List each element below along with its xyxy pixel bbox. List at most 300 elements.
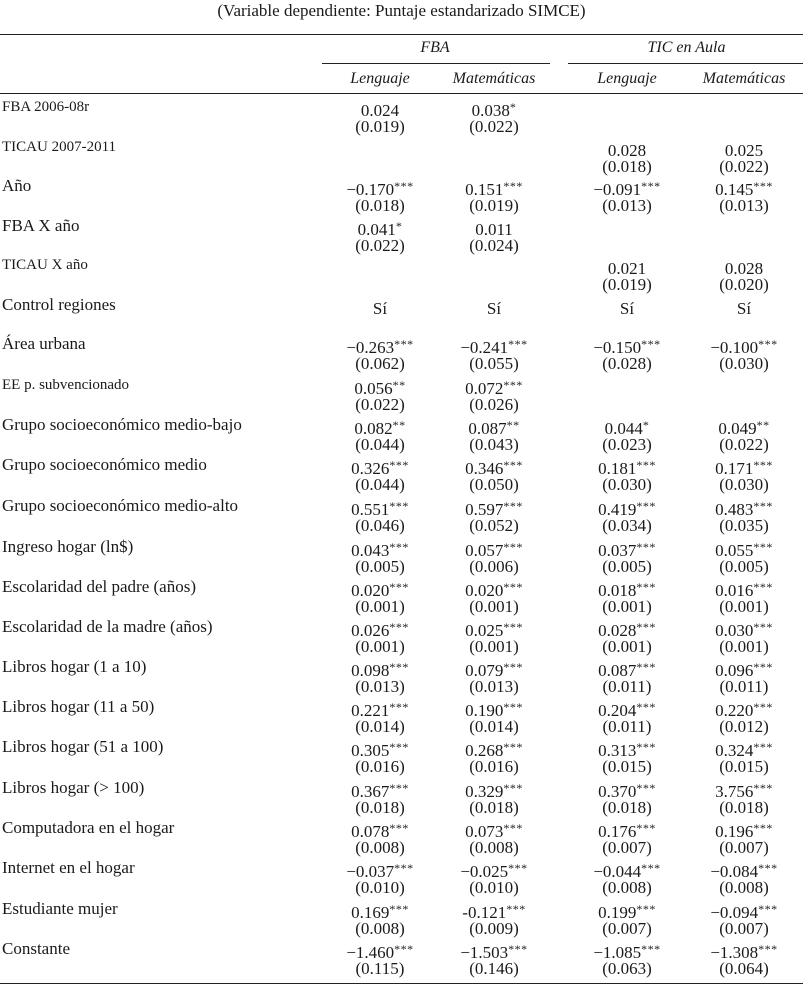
row-label: Año [2, 176, 32, 195]
coefficient-line [439, 375, 549, 398]
table-cell [689, 496, 799, 536]
table-cell [325, 334, 435, 374]
standard-error: (0.055) [469, 354, 519, 373]
coefficient-line [439, 818, 549, 841]
standard-error: (0.064) [719, 959, 769, 978]
standard-error [572, 395, 682, 415]
table-cell [572, 137, 682, 177]
table-cell [572, 537, 682, 577]
table-row [0, 455, 803, 495]
table-cell [439, 255, 549, 295]
table-cell [439, 176, 549, 216]
table-cell [689, 939, 799, 979]
coefficient-line [325, 216, 435, 239]
significance-stars: *** [636, 821, 656, 835]
standard-error: (0.008) [355, 919, 405, 938]
table-cell [689, 137, 799, 177]
table-cell [439, 334, 549, 374]
row-label: Estudiante mujer [2, 899, 118, 918]
standard-error [439, 275, 549, 295]
significance-stars: *** [636, 781, 656, 795]
coefficient-line [572, 496, 682, 519]
coefficient-line [689, 818, 799, 841]
coefficient-value: 0.030 [715, 621, 754, 640]
standard-error: (0.015) [602, 757, 652, 776]
standard-error [689, 117, 799, 137]
coefficient-value: −0.091 [593, 180, 642, 199]
coefficient-line [689, 415, 799, 438]
coefficient-value: −0.044 [593, 862, 642, 881]
column-header-fba-lenguaje: Lenguaje [350, 70, 410, 87]
coefficient-line [572, 899, 682, 922]
coefficient-line [689, 577, 799, 600]
table-cell [689, 818, 799, 858]
significance-stars: *** [389, 902, 409, 916]
coefficient-line [689, 137, 799, 160]
significance-stars: *** [389, 821, 409, 835]
row-label: Libros hogar (11 a 50) [2, 697, 155, 716]
coefficient-value: 0.346 [465, 459, 504, 478]
table-cell [325, 737, 435, 777]
table-cell [689, 176, 799, 216]
significance-stars: *** [394, 942, 414, 956]
coefficient-line [325, 537, 435, 560]
significance-stars: *** [641, 861, 661, 875]
column-header-tic-lenguaje: Lenguaje [597, 70, 657, 87]
significance-stars: *** [758, 942, 778, 956]
significance-stars: *** [753, 458, 773, 472]
coefficient-value: Sí [372, 299, 388, 318]
table-cell [325, 939, 435, 979]
table-cell [572, 97, 682, 137]
table-row [0, 415, 803, 455]
coefficient-value: 0.016 [715, 581, 754, 600]
standard-error: (0.026) [469, 395, 519, 414]
significance-stars: *** [753, 700, 773, 714]
significance-stars: *** [636, 700, 656, 714]
coefficient-line [689, 334, 799, 357]
coefficient-value: Sí [619, 299, 635, 318]
coefficient-value: 0.028 [724, 259, 764, 278]
table-cell [689, 617, 799, 657]
standard-error: (0.016) [355, 757, 405, 776]
standard-error: (0.022) [719, 435, 769, 454]
table-cell [689, 295, 799, 335]
standard-error: (0.001) [355, 637, 405, 656]
row-label: Computadora en el hogar [2, 818, 175, 837]
standard-error: (0.001) [719, 597, 769, 616]
row-label: EE p. subvencionado [2, 377, 130, 393]
row-label: Escolaridad de la madre (años) [2, 617, 213, 636]
table-row [0, 778, 803, 818]
standard-error: (0.011) [602, 677, 652, 696]
coefficient-value: −1.085 [593, 943, 642, 962]
row-label: FBA 2006-08r [2, 99, 90, 115]
standard-error: (0.050) [469, 475, 519, 494]
coefficient-value: 0.483 [715, 500, 754, 519]
table-cell [572, 455, 682, 495]
standard-error: (0.022) [719, 157, 769, 176]
significance-stars: *** [641, 942, 661, 956]
coefficient-line [572, 697, 682, 720]
standard-error: (0.030) [719, 475, 769, 494]
table-cell [439, 375, 549, 415]
coefficient-line [572, 295, 682, 318]
significance-stars: ** [392, 418, 406, 432]
coefficient-line [325, 697, 435, 720]
coefficient-value: −0.263 [346, 338, 395, 357]
table-cell [325, 176, 435, 216]
coefficient-value: −0.094 [710, 903, 759, 922]
standard-error: (0.043) [469, 435, 519, 454]
coefficient-value: 0.176 [598, 822, 637, 841]
table-cell [439, 939, 549, 979]
coefficient-line [689, 737, 799, 760]
row-label: Internet en el hogar [2, 858, 135, 877]
coefficient-line [572, 137, 682, 160]
fba-group-rule [322, 63, 550, 64]
coefficient-line [439, 899, 549, 922]
table-cell [325, 899, 435, 939]
coefficient-line [572, 97, 682, 117]
table-cell [572, 415, 682, 455]
standard-error: (0.013) [469, 677, 519, 696]
table-cell [325, 455, 435, 495]
coefficient-value: 0.028 [607, 141, 647, 160]
significance-stars: *** [636, 740, 656, 754]
table-cell [689, 415, 799, 455]
coefficient-value: 0.305 [351, 741, 390, 760]
table-caption: (Variable dependiente: Puntaje estandarizado SIMCE) [217, 1, 586, 20]
coefficient-line [572, 334, 682, 357]
significance-stars: *** [636, 540, 656, 554]
coefficient-value: 0.020 [351, 581, 390, 600]
table-cell [689, 858, 799, 898]
coefficient-line [439, 295, 549, 318]
coefficient-value: 0.221 [351, 701, 390, 720]
coefficient-value: 0.370 [598, 782, 637, 801]
standard-error [689, 315, 799, 335]
significance-stars: *** [753, 740, 773, 754]
standard-error [572, 236, 682, 256]
standard-error: (0.014) [355, 717, 405, 736]
standard-error: (0.008) [469, 838, 519, 857]
coefficient-line [325, 496, 435, 519]
significance-stars: *** [389, 781, 409, 795]
table-row [0, 617, 803, 657]
significance-stars: *** [389, 660, 409, 674]
coefficient-value: 0.044 [604, 419, 643, 438]
standard-error: (0.007) [719, 838, 769, 857]
coefficient-line [325, 939, 435, 962]
coefficient-line [689, 176, 799, 199]
significance-stars: *** [503, 179, 523, 193]
significance-stars: *** [508, 942, 528, 956]
standard-error: (0.022) [355, 395, 405, 414]
coefficient-line [439, 657, 549, 680]
table-cell [325, 375, 435, 415]
table-cell [439, 97, 549, 137]
table-row [0, 176, 803, 216]
coefficient-value: 0.190 [465, 701, 504, 720]
table-cell [439, 537, 549, 577]
coefficient-line [439, 617, 549, 640]
coefficient-value: Sí [486, 299, 502, 318]
coefficient-value: 0.041 [357, 220, 396, 239]
table-cell [689, 778, 799, 818]
significance-stars: *** [636, 499, 656, 513]
coefficient-value: 0.078 [351, 822, 390, 841]
table-cell [325, 255, 435, 295]
coefficient-value: −1.308 [710, 943, 759, 962]
table-row [0, 334, 803, 374]
significance-stars: *** [508, 337, 528, 351]
table-cell [572, 939, 682, 979]
table-cell [572, 818, 682, 858]
significance-stars: *** [753, 821, 773, 835]
coefficient-value: 0.038 [471, 101, 510, 120]
table-cell [439, 137, 549, 177]
table-cell [689, 657, 799, 697]
header-rule [0, 93, 803, 94]
coefficient-line [439, 778, 549, 801]
coefficient-line [325, 375, 435, 398]
row-label: Área urbana [2, 334, 86, 353]
table-cell [689, 697, 799, 737]
table-cell [689, 255, 799, 295]
standard-error: (0.016) [469, 757, 519, 776]
coefficient-value: 0.551 [351, 500, 390, 519]
standard-error: (0.006) [469, 557, 519, 576]
standard-error: (0.034) [602, 516, 652, 535]
standard-error: (0.005) [719, 557, 769, 576]
coefficient-value: 0.056 [354, 379, 393, 398]
coefficient-value: 0.025 [465, 621, 504, 640]
bottom-rule [0, 983, 803, 984]
table-cell [325, 216, 435, 256]
table-cell [689, 737, 799, 777]
table-cell [439, 778, 549, 818]
coefficient-value: 0.313 [598, 741, 637, 760]
table-cell [689, 455, 799, 495]
standard-error [325, 315, 435, 335]
coefficient-value: 0.057 [465, 541, 504, 560]
column-header-tic-matematicas: Matemáticas [702, 70, 786, 87]
table-cell [439, 617, 549, 657]
coefficient-value: 0.597 [465, 500, 504, 519]
significance-stars: *** [389, 540, 409, 554]
coefficient-line [325, 334, 435, 357]
standard-error: (0.013) [355, 677, 405, 696]
table-cell [689, 577, 799, 617]
coefficient-line [439, 176, 549, 199]
standard-error: (0.007) [602, 838, 652, 857]
standard-error: (0.052) [469, 516, 519, 535]
coefficient-value: -0.121 [462, 903, 507, 922]
significance-stars: *** [753, 499, 773, 513]
coefficient-value: 0.055 [715, 541, 754, 560]
significance-stars: * [509, 100, 517, 114]
row-label: Constante [2, 939, 70, 958]
coefficient-line [325, 577, 435, 600]
table-row [0, 697, 803, 737]
row-label: Libros hogar (51 a 100) [2, 737, 164, 756]
significance-stars: *** [636, 580, 656, 594]
significance-stars: * [395, 219, 403, 233]
significance-stars: *** [636, 902, 656, 916]
table-cell [572, 899, 682, 939]
coefficient-line [325, 778, 435, 801]
coefficient-value: 0.018 [598, 581, 637, 600]
standard-error: (0.022) [469, 117, 519, 136]
coefficient-value: 0.025 [724, 141, 764, 160]
coefficient-value: 0.098 [351, 661, 390, 680]
standard-error: (0.044) [355, 475, 405, 494]
table-cell [572, 334, 682, 374]
coefficient-line [689, 375, 799, 395]
standard-error: (0.008) [355, 838, 405, 857]
coefficient-line [689, 97, 799, 117]
standard-error [572, 117, 682, 137]
coefficient-value: −0.241 [460, 338, 509, 357]
significance-stars: *** [506, 902, 526, 916]
coefficient-line [325, 858, 435, 881]
coefficient-line [439, 334, 549, 357]
significance-stars: *** [503, 540, 523, 554]
standard-error: (0.012) [719, 717, 769, 736]
coefficient-line [572, 415, 682, 438]
coefficient-line [439, 577, 549, 600]
standard-error: (0.010) [469, 878, 519, 897]
table-cell [439, 657, 549, 697]
significance-stars: * [642, 418, 650, 432]
coefficient-line [689, 295, 799, 318]
significance-stars: *** [503, 821, 523, 835]
coefficient-line [325, 455, 435, 478]
table-cell [439, 697, 549, 737]
standard-error: (0.063) [602, 959, 652, 978]
coefficient-value: −0.025 [460, 862, 509, 881]
coefficient-line [689, 899, 799, 922]
standard-error: (0.146) [469, 959, 519, 978]
standard-error: (0.001) [719, 637, 769, 656]
significance-stars: *** [389, 700, 409, 714]
standard-error: (0.062) [355, 354, 405, 373]
coefficient-line [689, 657, 799, 680]
coefficient-value: 0.199 [598, 903, 637, 922]
coefficient-line [572, 176, 682, 199]
significance-stars: *** [389, 740, 409, 754]
table-cell [439, 858, 549, 898]
table-row [0, 137, 803, 177]
standard-error: (0.023) [602, 435, 652, 454]
coefficient-line [325, 899, 435, 922]
significance-stars: *** [758, 861, 778, 875]
standard-error: (0.001) [602, 597, 652, 616]
coefficient-value: −0.170 [346, 180, 395, 199]
significance-stars: *** [503, 781, 523, 795]
coefficient-value: 0.329 [465, 782, 504, 801]
coefficient-line [689, 778, 799, 801]
row-label: Grupo socioeconómico medio-bajo [2, 415, 242, 434]
row-label: Libros hogar (> 100) [2, 778, 145, 797]
significance-stars: *** [758, 902, 778, 916]
coefficient-line [439, 415, 549, 438]
coefficient-value: 0.079 [465, 661, 504, 680]
coefficient-value: 0.028 [598, 621, 637, 640]
coefficient-line [439, 858, 549, 881]
coefficient-value: 0.087 [598, 661, 637, 680]
standard-error: (0.018) [469, 798, 519, 817]
standard-error [689, 395, 799, 415]
table-row [0, 255, 803, 295]
table-cell [572, 176, 682, 216]
significance-stars: *** [394, 337, 414, 351]
table-row [0, 858, 803, 898]
standard-error: (0.007) [602, 919, 652, 938]
significance-stars: ** [392, 378, 406, 392]
coefficient-line [572, 858, 682, 881]
coefficient-value: −0.100 [710, 338, 759, 357]
significance-stars: *** [641, 179, 661, 193]
significance-stars: *** [753, 179, 773, 193]
row-label: Libros hogar (1 a 10) [2, 657, 147, 676]
coefficient-line [689, 216, 799, 236]
standard-error [325, 157, 435, 177]
standard-error: (0.001) [469, 637, 519, 656]
coefficient-line [439, 939, 549, 962]
coefficient-value: 0.268 [465, 741, 504, 760]
tic-group-rule [568, 63, 803, 64]
coefficient-value: 0.367 [351, 782, 390, 801]
standard-error: (0.046) [355, 516, 405, 535]
coefficient-line [572, 939, 682, 962]
coefficient-line [572, 455, 682, 478]
coefficient-line [439, 255, 549, 275]
coefficient-value: 0.171 [715, 459, 754, 478]
table-row [0, 216, 803, 256]
significance-stars: ** [756, 418, 770, 432]
coefficient-value: 0.026 [351, 621, 390, 640]
coefficient-value: 0.020 [465, 581, 504, 600]
table-cell [325, 295, 435, 335]
table-cell [689, 899, 799, 939]
coefficient-line [572, 375, 682, 395]
significance-stars: *** [508, 861, 528, 875]
table-cell [689, 216, 799, 256]
table-cell [572, 496, 682, 536]
row-label: TICAU 2007-2011 [2, 139, 117, 155]
table-cell [572, 577, 682, 617]
coefficient-line [325, 737, 435, 760]
coefficient-value: 0.021 [607, 259, 647, 278]
significance-stars: *** [636, 620, 656, 634]
table-cell [325, 496, 435, 536]
table-cell [572, 255, 682, 295]
coefficient-line [689, 939, 799, 962]
table-row [0, 818, 803, 858]
standard-error: (0.018) [602, 157, 652, 176]
coefficient-value: 0.419 [598, 500, 637, 519]
coefficient-value: 0.082 [354, 419, 393, 438]
significance-stars: *** [389, 620, 409, 634]
coefficient-line [689, 255, 799, 278]
coefficient-line [325, 295, 435, 318]
coefficient-line [325, 137, 435, 157]
standard-error: (0.044) [355, 435, 405, 454]
group-header-tic-en-aula: TIC en Aula [647, 39, 726, 56]
coefficient-line [689, 697, 799, 720]
